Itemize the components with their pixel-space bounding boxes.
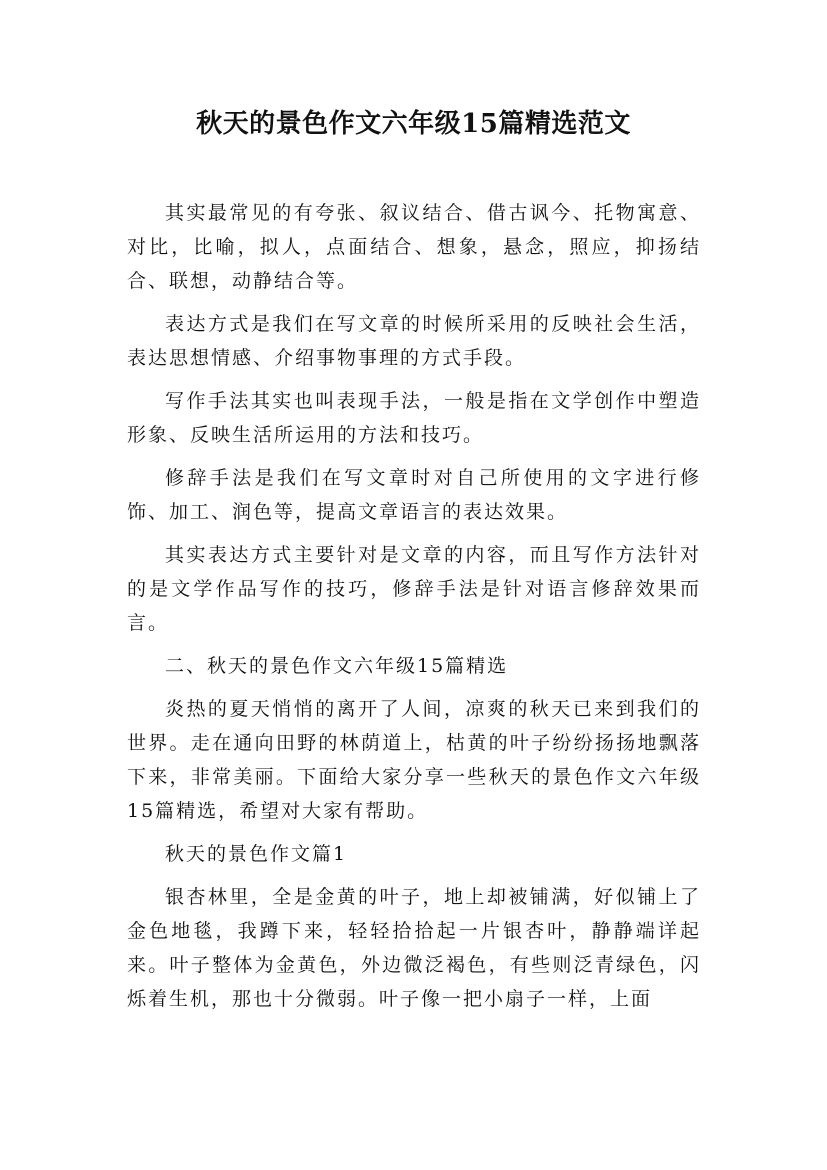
paragraph-3: 写作手法其实也叫表现手法，一般是指在文学创作中塑造形象、反映生活所运用的方法和技巧。 — [127, 390, 701, 446]
paragraph-1: 其实最常见的有夸张、叙议结合、借古讽今、托物寓意、对比，比喻，拟人，点面结合、想象，悬念，照应，抑扬结合、联想，动静结合等。 — [127, 202, 701, 292]
paragraph-5: 其实表达方式主要针对是文章的内容，而且写作方法针对的是文学作品写作的技巧，修辞手法是针对语言修辞效果而言。 — [127, 544, 701, 634]
section-heading: 二、秋天的景色作文六年级15篇精选 — [165, 655, 509, 677]
paragraph-2: 表达方式是我们在写文章的时候所采用的反映社会生活，表达思想情感、介绍事物事理的方式手段。 — [127, 313, 701, 369]
document-body — [127, 196, 701, 1016]
document-title: 秋天的景色作文六年级15篇精选范文 — [196, 109, 631, 139]
essay-paragraph-1: 银杏林里，全是金黄的叶子，地上却被铺满，好似铺上了金色地毯，我蹲下来，轻轻拾拾起一片银杏叶，静静端详起来。叶子整体为金黄色，外边微泛褐色，有些则泛青绿色，闪烁着生机，那也十分微弱。叶子像一把小扇子一样，上面 — [127, 886, 701, 1010]
paragraph-intro: 炎热的夏天悄悄的离开了人间，凉爽的秋天已来到我们的世界。走在通向田野的林荫道上，枯黄的叶子纷纷扬扬地飘落下来，非常美丽。下面给大家分享一些秋天的景色作文六年级15篇精选，希望对大家有帮助。 — [127, 698, 701, 822]
paragraph-4: 修辞手法是我们在写文章时对自己所使用的文字进行修饰、加工、润色等，提高文章语言的表达效果。 — [127, 467, 701, 523]
essay-heading: 秋天的景色作文篇1 — [165, 843, 348, 865]
